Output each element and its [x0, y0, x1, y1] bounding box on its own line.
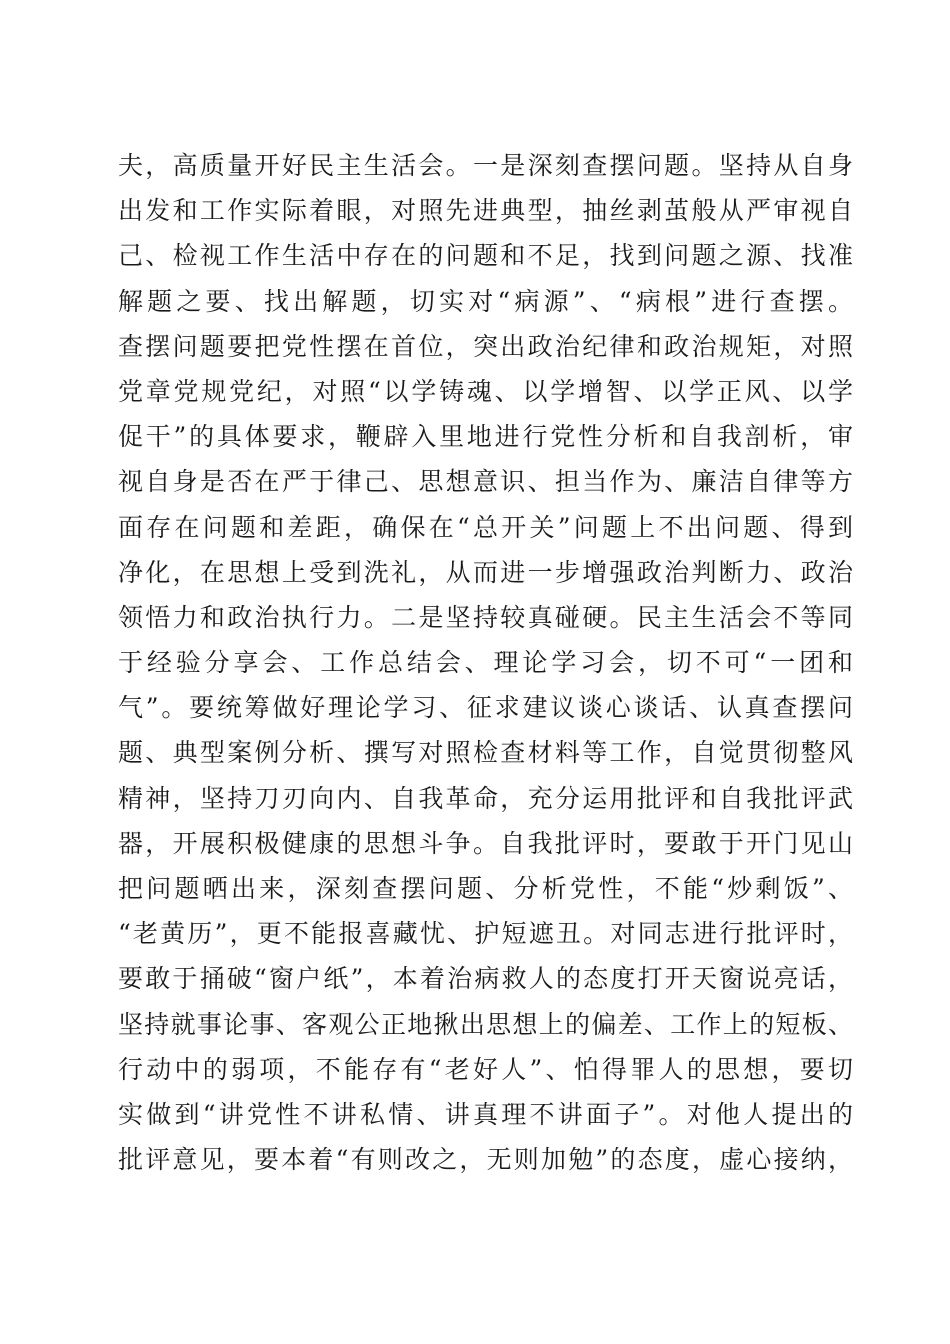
text-line: 己、检视工作生活中存在的问题和不足，找到问题之源、找准 [118, 241, 853, 271]
text-line: 查摆问题要把党性摆在首位，突出政治纪律和政治规矩，对照 [118, 331, 853, 361]
text-line: 于经验分享会、工作总结会、理论学习会，切不可“一团和 [118, 648, 853, 678]
text-line: 面存在问题和差距，确保在“总开关”问题上不出问题、得到 [118, 512, 853, 542]
text-line: 行动中的弱项，不能存有“老好人”、怕得罪人的思想，要切 [118, 1054, 853, 1084]
text-line: 气”。要统筹做好理论学习、征求建议谈心谈话、认真查摆问 [118, 693, 853, 723]
text-line: 解题之要、找出解题，切实对“病源”、“病根”进行查摆。 [118, 286, 853, 316]
text-line: 视自身是否在严于律己、思想意识、担当作为、廉洁自律等方 [118, 467, 853, 497]
text-line: 题、典型案例分析、撰写对照检查材料等工作，自觉贯彻整风 [118, 738, 853, 768]
text-line: 实做到“讲党性不讲私情、讲真理不讲面子”。对他人提出的 [118, 1099, 853, 1129]
text-line: “老黄历”，更不能报喜藏忧、护短遮丑。对同志进行批评时， [118, 919, 853, 949]
text-line: 把问题晒出来，深刻查摆问题、分析党性，不能“炒剩饭”、 [118, 874, 853, 903]
text-line: 精神，坚持刀刃向内、自我革命，充分运用批评和自我批评武 [118, 783, 853, 813]
text-line: 净化，在思想上受到洗礼，从而进一步增强政治判断力、政治 [118, 557, 853, 587]
text-line: 党章党规党纪，对照“以学铸魂、以学增智、以学正风、以学 [118, 376, 853, 406]
text-line: 坚持就事论事、客观公正地揪出思想上的偏差、工作上的短板、 [118, 1009, 853, 1039]
text-line: 促干”的具体要求，鞭辟入里地进行党性分析和自我剖析，审 [118, 422, 853, 452]
text-line: 夫，高质量开好民主生活会。一是深刻查摆问题。坚持从自身 [118, 151, 853, 180]
text-line: 要敢于捅破“窗户纸”，本着治病救人的态度打开天窗说亮话， [118, 964, 853, 994]
text-line: 领悟力和政治执行力。二是坚持较真碰硬。民主生活会不等同 [118, 602, 853, 632]
text-line: 批评意见，要本着“有则改之，无则加勉”的态度，虚心接纳， [118, 1145, 853, 1175]
text-line: 器，开展积极健康的思想斗争。自我批评时，要敢于开门见山 [118, 828, 853, 858]
text-line: 出发和工作实际着眼，对照先进典型，抽丝剥茧般从严审视自 [118, 196, 853, 226]
body-paragraph [118, 143, 853, 1182]
